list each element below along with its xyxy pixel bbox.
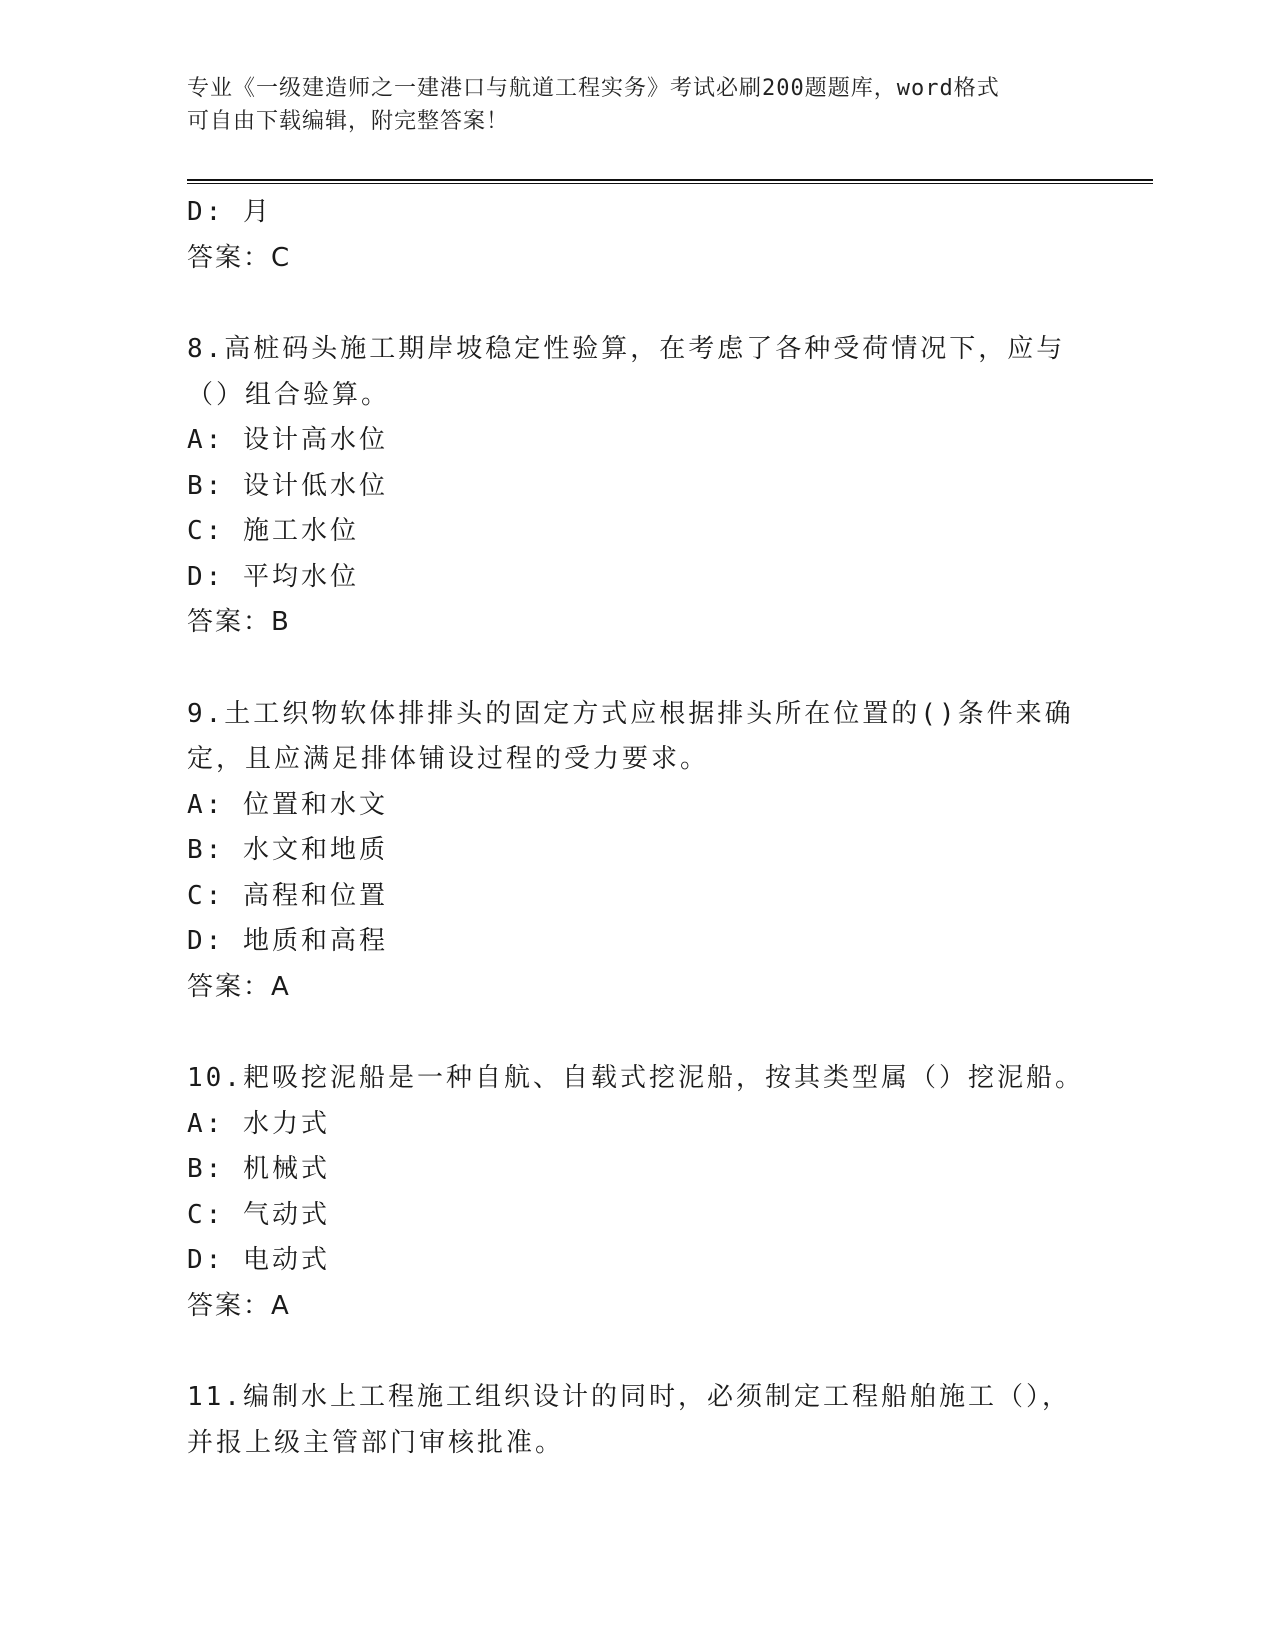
spacer xyxy=(187,1010,1087,1056)
answer: 答案：C xyxy=(187,242,292,273)
option-d: D: 平均水位 xyxy=(187,561,359,592)
question-8 xyxy=(187,327,1087,646)
question-stem-cont: （）组合验算。 xyxy=(187,379,391,410)
option-c: C: 高程和位置 xyxy=(187,880,388,911)
question-stem: 11.编制水上工程施工组织设计的同时，必须制定工程船舶施工（）， xyxy=(187,1382,1071,1412)
option-b: B: 设计低水位 xyxy=(187,470,388,501)
option-c: C: 气动式 xyxy=(187,1199,330,1230)
header-line-2: 可自由下载编辑，附完整答案！ xyxy=(187,109,510,134)
answer: 答案：B xyxy=(187,607,291,637)
question-9 xyxy=(187,692,1087,1011)
answer: 答案：A xyxy=(187,1290,291,1321)
answer: 答案：A xyxy=(187,971,291,1002)
header-line-1: 专业《一级建造师之一建港口与航道工程实务》考试必刷200题题库，word格式 xyxy=(187,76,1000,101)
option-d: D: 月 xyxy=(187,197,272,227)
option-a: A: 水力式 xyxy=(187,1108,330,1139)
option-d: D: 地质和高程 xyxy=(187,926,388,956)
question-11 xyxy=(187,1375,1087,1466)
option-b: B: 机械式 xyxy=(187,1154,330,1184)
option-a: A: 设计高水位 xyxy=(187,425,388,455)
question-list xyxy=(187,190,1087,1466)
spacer xyxy=(187,1329,1087,1375)
question-stem-cont: 并报上级主管部门审核批准。 xyxy=(187,1427,565,1458)
page-header xyxy=(187,72,1067,138)
header-rule-thin xyxy=(187,183,1153,184)
option-a: A: 位置和水文 xyxy=(187,789,388,820)
question-10 xyxy=(187,1056,1087,1329)
question-stem: 8.高桩码头施工期岸坡稳定性验算，在考虑了各种受荷情况下，应与 xyxy=(187,334,1066,364)
option-b: B: 水文和地质 xyxy=(187,835,388,865)
question-stem: 9.土工织物软体排排头的固定方式应根据排头所在位置的()条件来确 xyxy=(187,698,1074,729)
question-stem: 10.耙吸挖泥船是一种自航、自载式挖泥船，按其类型属（）挖泥船。 xyxy=(187,1063,1084,1093)
option-c: C: 施工水位 xyxy=(187,516,359,546)
option-d: D: 电动式 xyxy=(187,1245,330,1275)
question-prev xyxy=(187,190,1087,281)
spacer xyxy=(187,281,1087,327)
question-stem-cont: 定，且应满足排体铺设过程的受力要求。 xyxy=(187,744,710,774)
header-rule-thick xyxy=(187,179,1153,181)
spacer xyxy=(187,646,1087,692)
